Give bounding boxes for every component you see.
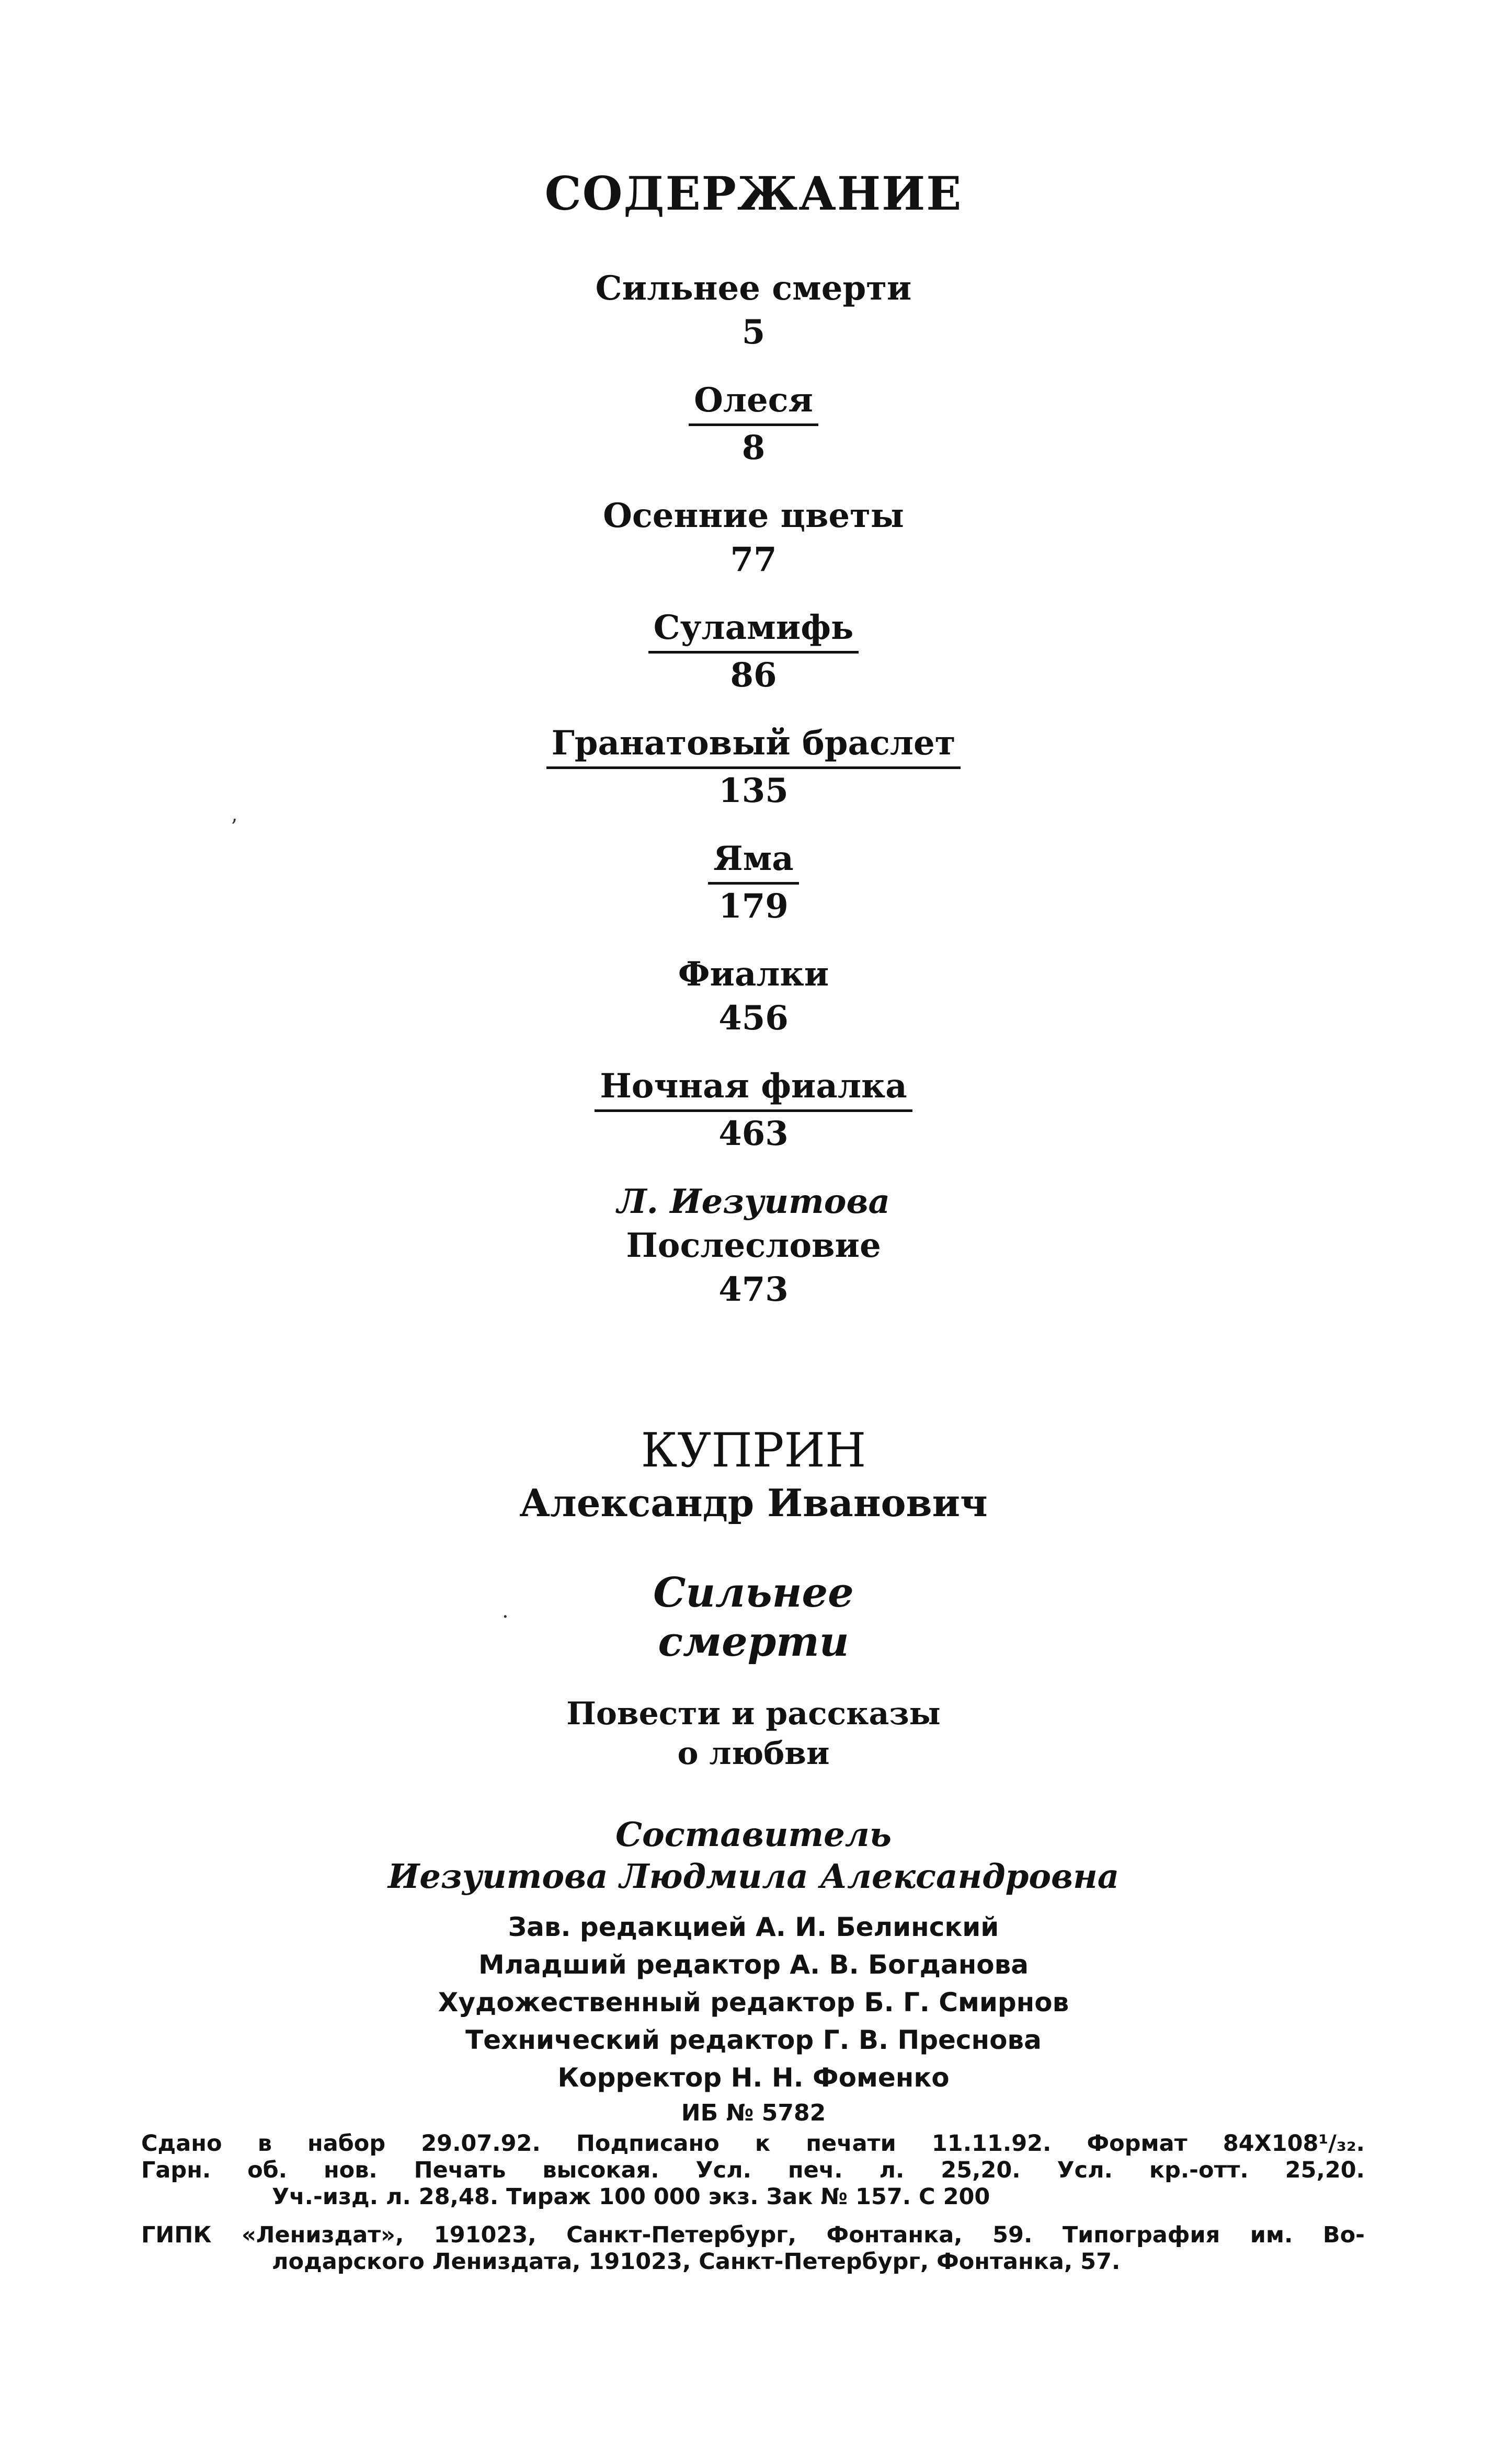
toc-entry-title: Яма [708,837,799,885]
staff-line: Корректор Н. Н. Фоменко [557,2062,950,2093]
book-title-line: смерти [658,1618,849,1666]
ib-number: ИБ № 5782 [681,2100,826,2126]
scan-speck: ʼ [230,816,237,840]
toc-entry [0,1064,1507,1156]
imprint-line: лодарского Лениздата, 191023, Санкт-Петербург, Фонтанка, 57. [272,2249,1121,2275]
toc-entry-page: 77 [730,540,777,579]
book-subtitle-line: Повести и рассказы [566,1695,941,1732]
toc-entry-page: 5 [741,313,766,352]
toc-entry-page: 179 [718,887,789,926]
toc-entry-title: Сильнее смерти [595,269,912,308]
toc-entry-page: 8 [741,428,766,467]
staff-line: Младший редактор А. В. Богданова [478,1950,1029,1980]
scan-speck: · [502,1605,509,1629]
compiler-label: Составитель [615,1815,892,1854]
toc-entry [0,837,1507,929]
toc-list [0,267,1507,1336]
toc-entry [0,379,1507,470]
toc-entry-title: Гранатовый браслет [546,721,961,769]
imprint-block [141,2130,1365,2275]
toc-entry-page: 456 [718,999,789,1038]
toc-entry-title: Фиалки [678,955,829,994]
afterword-author: Л. Иезуитова [617,1182,890,1221]
book-subtitle-line: о любви [677,1735,830,1772]
staff-line: Художественный редактор Б. Г. Смирнов [438,1987,1069,2018]
imprint-line: Сдано в набор 29.07.92. Подписано к печати 11.11.92. Формат 84Х108¹/₃₂. [141,2130,1365,2157]
book-title-line: Сильнее [653,1569,854,1617]
toc-entry-page: 463 [718,1114,789,1153]
toc-entry-title: Суламифь [648,606,859,654]
imprint-line: Гарн. об. нов. Печать высокая. Усл. печ. л. 25,20. Усл. кр.-отт. 25,20. [141,2157,1365,2183]
toc-entry-title: Осенние цветы [603,496,904,535]
toc-entry [0,494,1507,582]
author-first-name: Александр Иванович [519,1481,988,1525]
toc-entry-page: 135 [718,771,789,810]
imprint-line: ГИПК «Лениздат», 191023, Санкт-Петербург, Фонтанка, 59. Типография им. Во- [141,2222,1365,2248]
editorial-staff [0,1908,1507,2096]
compiler-name: Иезуитова Людмила Александровна [387,1857,1120,1896]
staff-line: Зав. редакцией А. И. Белинский [508,1912,999,1942]
toc-entry-afterword [0,1180,1507,1312]
imprint-line: Уч.-изд. л. 28,48. Тираж 100 000 экз. Зак № 157. С 200 [272,2184,990,2210]
afterword-title: Послесловие [626,1226,881,1265]
toc-entry-title: Олеся [689,379,818,426]
staff-line: Технический редактор Г. В. Преснова [465,2025,1042,2055]
toc-entry [0,953,1507,1040]
toc-entry [0,267,1507,354]
author-last-name: КУПРИН [641,1423,866,1478]
toc-entry [0,721,1507,813]
afterword-page: 473 [718,1270,789,1309]
book-title [0,1568,1507,1667]
book-subtitle [0,1694,1507,1773]
toc-title: СОДЕРЖАНИЕ [544,166,963,221]
toc-entry [0,606,1507,697]
toc-entry-title: Ночная фиалка [595,1064,912,1112]
toc-entry-page: 86 [730,656,777,695]
